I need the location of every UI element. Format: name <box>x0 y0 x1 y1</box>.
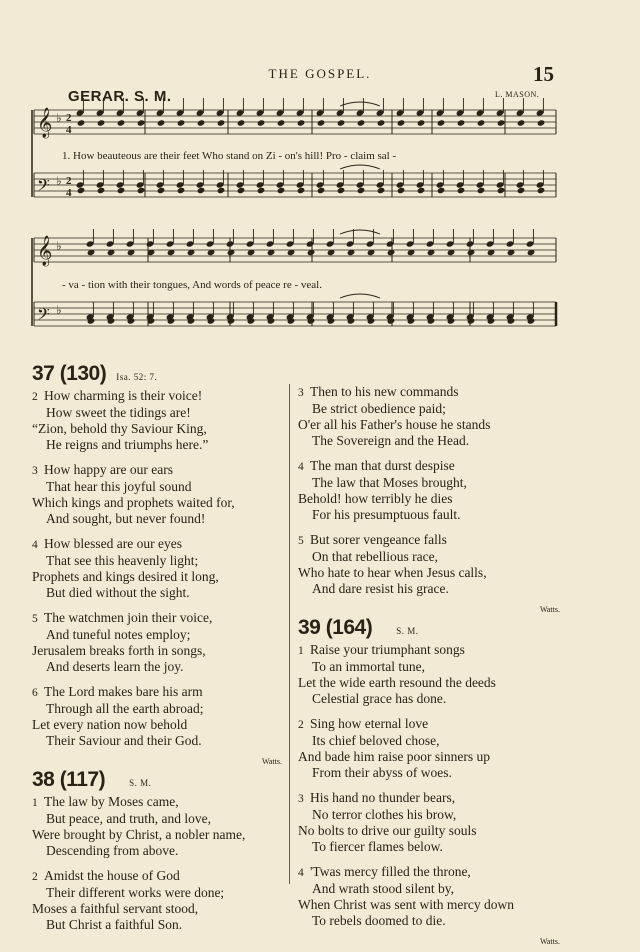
line-text: Who hate to hear when Jesus calls, <box>298 565 487 580</box>
slur <box>340 165 380 169</box>
stanza-line <box>32 437 282 453</box>
time-signature: 4 <box>66 187 72 199</box>
line-text: To an immortal tune, <box>312 659 426 674</box>
notehead <box>97 187 106 194</box>
stanza <box>32 462 282 527</box>
stanza <box>298 864 560 929</box>
line-text: Through all the earth abroad; <box>46 701 204 716</box>
stanza-line <box>32 479 282 495</box>
stanza <box>298 642 560 707</box>
notehead <box>197 187 206 194</box>
stanza <box>298 790 560 855</box>
treble-clef-icon: 𝄞 <box>37 108 53 138</box>
hymn-number: 37 (130) <box>32 362 107 385</box>
stanza-line <box>298 897 560 913</box>
line-text: On that rebellious race, <box>312 549 438 564</box>
stanza <box>32 868 282 933</box>
line-text: He reigns and triumphs here.” <box>46 437 209 452</box>
line-text: Its chief beloved chose, <box>312 733 440 748</box>
line-text: From their abyss of woes. <box>312 765 452 780</box>
stanza-line <box>298 839 560 855</box>
line-text: The law by Moses came, <box>44 794 179 809</box>
stanza-line <box>298 491 560 507</box>
line-text: Their different works were done; <box>46 885 225 900</box>
notehead <box>457 119 466 126</box>
stanza-line <box>32 643 282 659</box>
music-score <box>0 0 640 360</box>
notehead <box>177 187 186 194</box>
line-text: The watchmen join their voice, <box>44 610 213 625</box>
slur <box>340 230 380 234</box>
notehead <box>377 119 386 126</box>
notehead <box>337 119 346 126</box>
notehead <box>377 187 386 194</box>
stanza-number: 3 <box>298 793 304 805</box>
line-text: Moses a faithful servant stood, <box>32 901 199 916</box>
stanza-line <box>32 684 282 701</box>
stanza <box>298 716 560 781</box>
notehead <box>397 187 406 194</box>
notehead <box>477 119 486 126</box>
composer: L. MASON. <box>495 90 540 99</box>
stanza-line <box>298 433 560 449</box>
stanza-line <box>298 581 560 597</box>
line-text: Behold! how terribly he dies <box>298 491 453 506</box>
line-text: When Christ was sent with mercy down <box>298 897 514 912</box>
hymn-heading <box>298 616 560 642</box>
line-text: But peace, and truth, and love, <box>46 811 211 826</box>
notehead <box>317 187 326 194</box>
stanza <box>32 610 282 675</box>
stanza-line <box>298 458 560 475</box>
left-column <box>32 362 282 942</box>
stanza <box>32 536 282 601</box>
line-text: “Zion, behold thy Saviour King, <box>32 421 207 436</box>
author-attribution: Watts. <box>261 757 282 766</box>
stanza-line <box>298 675 560 691</box>
line-text: Prophets and kings desired it long, <box>32 569 219 584</box>
scripture-reference: Isa. 52: 7. <box>116 372 158 382</box>
line-text: How charming is their voice! <box>44 388 203 403</box>
stanza-line <box>32 811 282 827</box>
notehead <box>417 119 426 126</box>
line-text: O'er all his Father's house he stands <box>298 417 491 432</box>
notehead <box>137 187 146 194</box>
stanza-number: 4 <box>32 539 38 551</box>
line-text: 'Twas mercy filled the throne, <box>310 864 471 879</box>
stanza-number: 2 <box>32 871 38 883</box>
line-text: And sought, but never found! <box>46 511 206 526</box>
time-signature: 2 <box>66 175 72 187</box>
stanza-line <box>298 823 560 839</box>
line-text: Be strict obedience paid; <box>312 401 446 416</box>
stanza-line <box>298 807 560 823</box>
line-text: Let the wide earth resound the deeds <box>298 675 496 690</box>
time-signature: 2 <box>66 112 72 124</box>
stanza-line <box>32 659 282 675</box>
stanza-line <box>298 384 560 401</box>
stanza-line <box>32 610 282 627</box>
flat-icon: ♭ <box>56 174 62 188</box>
notehead <box>237 187 246 194</box>
hymn-heading <box>32 768 282 794</box>
author-attribution: Watts. <box>539 937 560 946</box>
stanza-number: 2 <box>298 719 304 731</box>
notehead <box>257 119 266 126</box>
notehead <box>237 119 246 126</box>
stanza-line <box>298 417 560 433</box>
page-number: 15 <box>533 62 554 86</box>
stanza-line <box>298 401 560 417</box>
line-text: His hand no thunder bears, <box>310 790 456 805</box>
stanza-line <box>32 627 282 643</box>
hymn-number: 39 (164) <box>298 616 373 639</box>
flat-icon: ♭ <box>56 239 62 253</box>
stanza-number: 3 <box>298 387 304 399</box>
stanza <box>32 684 282 749</box>
notehead <box>97 119 106 126</box>
stanza-line <box>32 511 282 527</box>
flat-icon: ♭ <box>56 111 62 125</box>
notehead <box>297 119 306 126</box>
stanza-line <box>32 717 282 733</box>
line-text: That see this heavenly light; <box>46 553 199 568</box>
right-column <box>298 384 560 952</box>
line-text: Were brought by Christ, a nobler name, <box>32 827 246 842</box>
line-text: The Sovereign and the Head. <box>312 433 470 448</box>
stanza <box>298 532 560 597</box>
notehead <box>77 187 86 194</box>
line-text: And bade him raise poor sinners up <box>298 749 490 764</box>
line-text: Raise your triumphant songs <box>310 642 465 657</box>
notehead <box>277 187 286 194</box>
notehead <box>157 119 166 126</box>
time-signature: 4 <box>66 124 72 136</box>
stanza-line <box>298 913 560 929</box>
stanza <box>32 388 282 453</box>
notehead <box>357 119 366 126</box>
line-text: Sing how eternal love <box>310 716 429 731</box>
hymn-number: 38 (117) <box>32 768 106 791</box>
stanza-line <box>32 462 282 479</box>
notehead <box>397 119 406 126</box>
bass-clef-icon: 𝄢 <box>37 304 50 328</box>
stanza-line <box>32 701 282 717</box>
notehead <box>157 187 166 194</box>
notehead <box>257 187 266 194</box>
notehead <box>297 187 306 194</box>
line-text: And deserts learn the joy. <box>46 659 184 674</box>
notehead <box>517 119 526 126</box>
line-text: And wrath stood silent by, <box>312 881 454 896</box>
line-text: The Lord makes bare his arm <box>44 684 203 699</box>
notehead <box>117 187 126 194</box>
stanza-number: 5 <box>32 613 38 625</box>
line-text: How sweet the tidings are! <box>46 405 191 420</box>
line-text: Let every nation now behold <box>32 717 188 732</box>
line-text: Which kings and prophets waited for, <box>32 495 235 510</box>
notehead <box>217 119 226 126</box>
stanza-line <box>298 733 560 749</box>
stanza-line <box>32 794 282 811</box>
stanza-number: 1 <box>298 645 304 657</box>
line-text: Jerusalem breaks forth in songs, <box>32 643 206 658</box>
line-text: But Christ a faithful Son. <box>46 917 183 932</box>
notehead <box>177 119 186 126</box>
stanza-number: 5 <box>298 535 304 547</box>
notehead <box>197 119 206 126</box>
stanza-line <box>298 765 560 781</box>
stanza-number: 6 <box>32 687 38 699</box>
stanza-line <box>298 659 560 675</box>
notehead <box>77 119 86 126</box>
notehead <box>277 119 286 126</box>
notehead <box>137 119 146 126</box>
stanza-line <box>298 790 560 807</box>
stanza <box>32 794 282 859</box>
stanza-line <box>298 749 560 765</box>
stanza-line <box>32 917 282 933</box>
stanza-number: 4 <box>298 461 304 473</box>
notehead <box>497 119 506 126</box>
bass-clef-icon: 𝄢 <box>37 175 50 199</box>
stanza-line <box>32 585 282 601</box>
stanza-line <box>298 642 560 659</box>
author-attribution: Watts. <box>539 605 560 614</box>
stanza-line <box>298 532 560 549</box>
stanza-line <box>298 716 560 733</box>
line-text: Amidst the house of God <box>44 868 180 883</box>
notehead <box>537 187 546 194</box>
line-text: Celestial grace has done. <box>312 691 447 706</box>
stanza-line <box>32 885 282 901</box>
notehead <box>417 187 426 194</box>
stanza-line <box>32 843 282 859</box>
stanza-line <box>32 495 282 511</box>
stanza-line <box>298 691 560 707</box>
line-text: To rebels doomed to die. <box>312 913 446 928</box>
notehead <box>437 187 446 194</box>
line-text: To fiercer flames below. <box>312 839 443 854</box>
line-text: But sorer vengeance falls <box>310 532 447 547</box>
notehead <box>217 187 226 194</box>
stanza-line <box>32 536 282 553</box>
line-text: Their Saviour and their God. <box>46 733 202 748</box>
stanza <box>298 458 560 523</box>
tune-name: GERAR. S. M. <box>68 88 172 105</box>
stanza-line <box>32 421 282 437</box>
line-text: That hear this joyful sound <box>46 479 192 494</box>
notehead <box>537 119 546 126</box>
stanza-line <box>32 827 282 843</box>
notehead <box>517 187 526 194</box>
line-text: No bolts to drive our guilty souls <box>298 823 477 838</box>
slur <box>340 102 380 106</box>
line-text: No terror clothes his brow, <box>312 807 457 822</box>
line-text: For his presumptuous fault. <box>312 507 461 522</box>
line-text: And tuneful notes employ; <box>46 627 191 642</box>
stanza-number: 1 <box>32 797 38 809</box>
line-text: The law that Moses brought, <box>312 475 467 490</box>
stanza-line <box>32 405 282 421</box>
notehead <box>497 187 506 194</box>
treble-clef-icon: 𝄞 <box>37 236 53 266</box>
stanza-line <box>298 507 560 523</box>
stanza-line <box>32 901 282 917</box>
slur <box>340 294 380 298</box>
stanza-line <box>32 868 282 885</box>
stanza-line <box>298 881 560 897</box>
lyrics-line-2: - va - tion with their tongues, And words of peace re - veal. <box>62 279 322 291</box>
stanza-number: 3 <box>32 465 38 477</box>
line-text: Then to his new commands <box>310 384 459 399</box>
notehead <box>117 119 126 126</box>
line-text: And dare resist his grace. <box>312 581 449 596</box>
notehead <box>337 187 346 194</box>
line-text: How happy are our ears <box>44 462 173 477</box>
stanza-number: 4 <box>298 867 304 879</box>
line-text: The man that durst despise <box>310 458 455 473</box>
notehead <box>357 187 366 194</box>
stanza-line <box>298 565 560 581</box>
notehead <box>437 119 446 126</box>
page-header: THE GOSPEL. <box>268 66 372 81</box>
lyrics-line-1: 1. How beauteous are their feet Who stand on Zi - on's hill! Pro - claim sal - <box>62 150 397 162</box>
line-text: Descending from above. <box>46 843 179 858</box>
flat-icon: ♭ <box>56 303 62 317</box>
line-text: But died without the sight. <box>46 585 190 600</box>
stanza-line <box>32 569 282 585</box>
hymn-meter: S. M. <box>129 778 152 788</box>
stanza-line <box>298 475 560 491</box>
hymn-meter: S. M. <box>396 626 419 636</box>
notehead <box>317 119 326 126</box>
stanza-line <box>298 864 560 881</box>
hymn-heading <box>32 362 282 388</box>
stanza-line <box>32 733 282 749</box>
stanza-number: 2 <box>32 391 38 403</box>
line-text: How blessed are our eyes <box>44 536 182 551</box>
stanza-line <box>32 388 282 405</box>
notehead <box>477 187 486 194</box>
stanza <box>298 384 560 449</box>
stanza-line <box>32 553 282 569</box>
notehead <box>457 187 466 194</box>
column-divider <box>289 384 290 884</box>
stanza-line <box>298 549 560 565</box>
